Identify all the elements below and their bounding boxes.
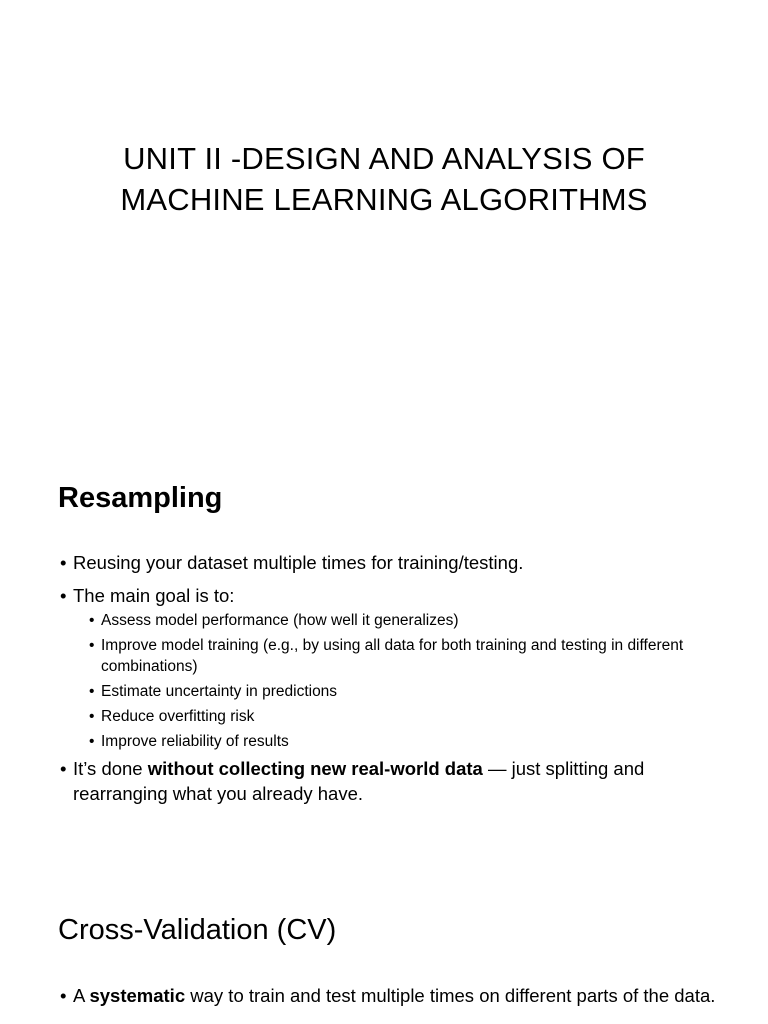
sub-bullet-list (73, 610, 720, 752)
resampling-bullet-list (60, 550, 720, 814)
bullet-text-pre: It’s done (73, 758, 148, 779)
sub-bullet-item: • Improve reliability of results (73, 731, 720, 752)
bullet-text-post: way to train and test multiple times on different parts of the data. (185, 985, 716, 1006)
sub-bullet-item: • Reduce overfitting risk (73, 706, 720, 727)
bullet-text-post: — just splitting and rearranging what you already have. (73, 758, 645, 804)
bullet-item (60, 756, 720, 806)
bullet-text-bold: systematic (89, 985, 186, 1006)
bullet-text: The main goal is to: (73, 585, 235, 606)
title-line-2: MACHINE LEARNING ALGORITHMS (120, 182, 648, 217)
resampling-slide (0, 432, 768, 864)
cross-validation-bullet-list (60, 983, 720, 1016)
slide-heading-resampling: Resampling (58, 482, 223, 514)
bullet-item (60, 983, 720, 1008)
bullet-text-pre: A (73, 985, 90, 1006)
sub-bullet-item: • Improve model training (e.g., by using all data for both training and testing in different combinations) (73, 635, 720, 677)
slide-heading-cross-validation: Cross-Validation (CV) (58, 914, 337, 946)
sub-bullet-item: • Assess model performance (how well it generalizes) (73, 610, 720, 631)
bullet-text-bold: without collecting new real-world data (147, 758, 483, 779)
bullet-text: Reusing your dataset multiple times for training/testing. (73, 552, 524, 573)
sub-bullet-item: • Estimate uncertainty in predictions (73, 681, 720, 702)
bullet-item (60, 550, 720, 575)
bullet-item (60, 583, 720, 752)
title-slide (0, 0, 768, 432)
slide-title (40, 138, 728, 220)
cross-validation-slide (0, 864, 768, 1024)
title-line-1: UNIT II -DESIGN AND ANALYSIS OF (123, 141, 645, 176)
